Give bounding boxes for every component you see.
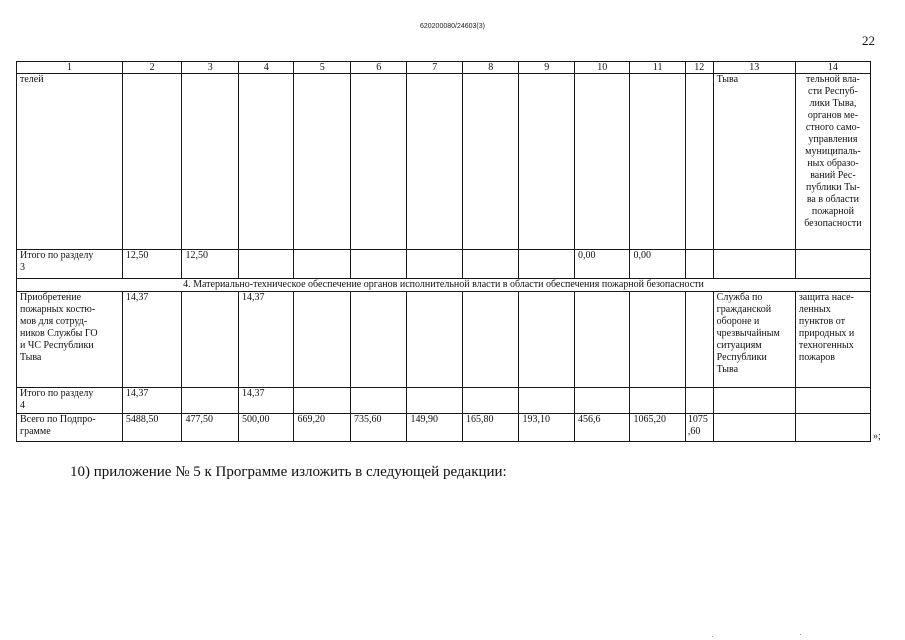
row-label: телей [17,74,123,250]
section-heading: 4. Материально-техническое обеспечение органов исполнительной власти в области обеспечения пожарной безопасности [17,279,871,292]
table-row [17,414,871,442]
value-cell: 1075,60 [685,414,713,442]
header-cell: 6 [350,62,407,74]
value-cell: 193,10 [519,414,574,442]
row-label: Всего по Подпро- грамме [17,414,123,442]
header-cell: 4 [238,62,293,74]
executor-cell: Служба по гражданской обороне и чрезвычайным ситуациям Республики Тыва [713,292,795,388]
header-row [17,62,871,74]
value-cell: 1065,20 [630,414,685,442]
header-cell: 2 [122,62,182,74]
value-cell: 500,00 [238,414,293,442]
header-cell: 3 [182,62,239,74]
table-row [17,74,871,250]
document-id: 620200080/24603(3) [419,23,485,30]
value-cell: 477,50 [182,414,239,442]
result-cell: защита насе- ленных пунктов от природных и техногенных пожаров [795,292,870,388]
header-cell: 10 [574,62,629,74]
header-cell: 7 [407,62,462,74]
result-cell: тельной вла- сти Респуб- лики Тыва, органов ме- стного само- управления муниципаль- ных образо- ваний Рес- публики Ты- ва в области пожарной безопасности [795,74,870,250]
value-cell: 669,20 [294,414,351,442]
value-cell: 14,37 [122,388,182,414]
value-cell: 12,50 [122,250,182,279]
header-cell: 12 [685,62,713,74]
header-cell: 14 [795,62,870,74]
row-label: Итого по разделу 3 [17,250,123,279]
section-row [17,279,871,292]
value-cell: 165,80 [462,414,519,442]
value-cell: 14,37 [238,292,293,388]
table-row [17,250,871,279]
value-cell: 0,00 [574,250,629,279]
value-cell: 14,37 [238,388,293,414]
value-cell: 14,37 [122,292,182,388]
header-cell: 9 [519,62,574,74]
row-label: Приобретение пожарных костю- мов для сотруд- ников Службы ГО и ЧС Республики Тыва [17,292,123,388]
program-table [16,61,871,442]
body-paragraph: 10) приложение № 5 к Программе изложить в следующей редакции: [70,464,507,480]
row-label: Итого по разделу 4 [17,388,123,414]
value-cell: 12,50 [182,250,239,279]
header-cell: 1 [17,62,123,74]
value-cell: 735,60 [350,414,407,442]
header-cell: 5 [294,62,351,74]
table-row [17,388,871,414]
page-number: 22 [862,33,875,48]
table-row [17,292,871,388]
header-cell: 8 [462,62,519,74]
header-cell: 11 [630,62,685,74]
value-cell: 5488,50 [122,414,182,442]
value-cell: 456,6 [574,414,629,442]
value-cell: 0,00 [630,250,685,279]
value-cell: 149,90 [407,414,462,442]
scan-speck [800,634,801,635]
scan-speck [712,636,713,637]
header-cell: 13 [713,62,795,74]
executor-cell: Тыва [713,74,795,250]
quote-close-mark: »; [873,431,881,442]
